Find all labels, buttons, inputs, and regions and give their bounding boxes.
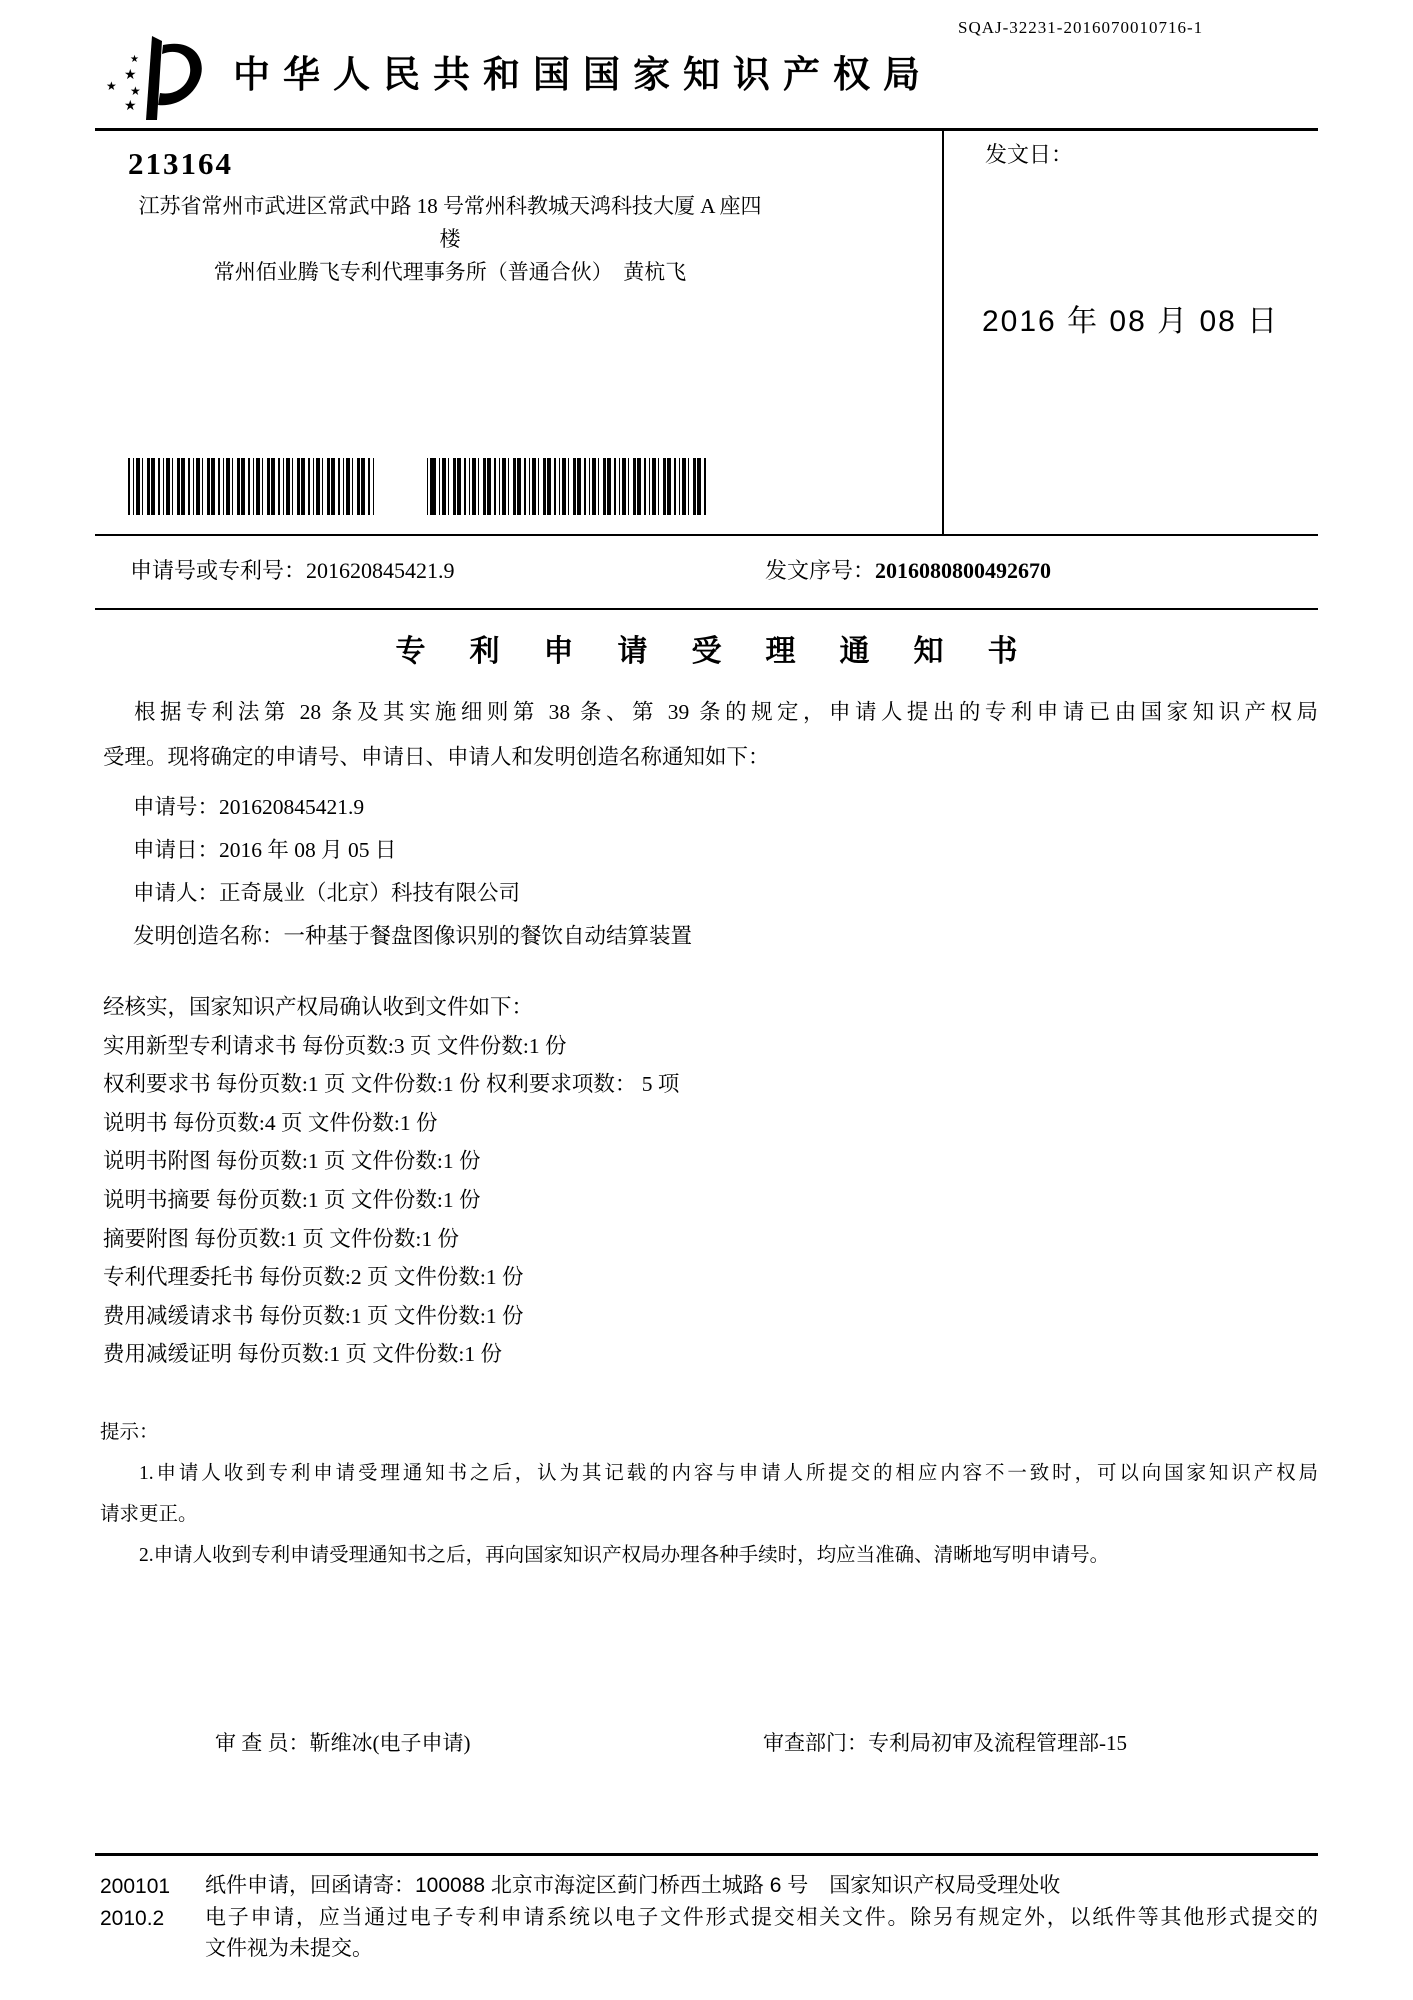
address-line: 江苏省常州市武进区常武中路 18 号常州科教城天鸿科技大厦 A 座四 bbox=[138, 194, 762, 218]
intro-line: 受理。现将确定的申请号、申请日、申请人和发明创造名称通知如下： bbox=[103, 745, 770, 769]
tip-line: 请求更正。 bbox=[100, 1504, 198, 1525]
intro-paragraph bbox=[103, 690, 1318, 780]
svg-text:★: ★ bbox=[106, 79, 117, 93]
tip-line: 2.申请人收到专利申请受理通知书之后，再向国家知识产权局办理各种手续时，均应当准确、清晰地写明申请号。 bbox=[139, 1545, 1110, 1566]
logo-stars bbox=[106, 54, 141, 114]
svg-text:★: ★ bbox=[124, 98, 137, 114]
issue-date-label: 发文日： bbox=[985, 142, 1074, 167]
footer-form-code: 2010.2 bbox=[100, 1907, 165, 1930]
received-file-line: 权利要求书 每份页数:1 页 文件份数:1 份 权利要求项数： 5 项 bbox=[103, 1072, 680, 1097]
postal-code: 213164 bbox=[128, 146, 233, 181]
detail-line-application-number: 申请号：201620845421.9 bbox=[133, 795, 365, 819]
barcode-serial bbox=[425, 458, 707, 515]
received-file-line: 费用减缓证明 每份页数:1 页 文件份数:1 份 bbox=[103, 1342, 502, 1367]
application-details bbox=[133, 786, 692, 958]
footer-notes bbox=[100, 1870, 1318, 1964]
document-code: SQAJ-32231-2016070010716-1 bbox=[958, 18, 1204, 37]
received-file-line: 说明书附图 每份页数:1 页 文件份数:1 份 bbox=[103, 1149, 481, 1174]
examiner bbox=[215, 1727, 471, 1757]
footer-note bbox=[205, 1902, 1318, 1964]
footer-divider bbox=[95, 1853, 1318, 1856]
address-box-divider bbox=[942, 128, 944, 536]
examiner-name: 靳维冰(电子申请) bbox=[309, 1731, 471, 1755]
header-divider bbox=[95, 128, 1318, 131]
received-file-line: 费用减缓请求书 每份页数:1 页 文件份数:1 份 bbox=[103, 1303, 524, 1328]
authority-title: 中华人民共和国国家知识产权局 bbox=[233, 55, 933, 96]
examiner-label: 审 查 员： bbox=[215, 1731, 310, 1755]
received-file-line: 专利代理委托书 每份页数:2 页 文件份数:1 份 bbox=[103, 1265, 524, 1290]
intro-line: 根据专利法第 28 条及其实施细则第 38 条、第 39 条的规定，申请人提出的专利申请已由国家知识产权局 bbox=[134, 700, 1318, 724]
tips-heading: 提示： bbox=[100, 1422, 159, 1443]
svg-text:★: ★ bbox=[130, 54, 139, 65]
footer-note-line: 电子申请，应当通过电子专利申请系统以电子文件形式提交相关文件。除另有规定外，以纸件等其他形式提交的 bbox=[205, 1906, 1318, 1929]
footer-note-line: 文件视为未提交。 bbox=[205, 1937, 373, 1960]
received-file-line: 说明书 每份页数:4 页 文件份数:1 份 bbox=[103, 1110, 438, 1135]
received-file-line: 摘要附图 每份页数:1 页 文件份数:1 份 bbox=[103, 1226, 459, 1251]
received-file-line: 说明书摘要 每份页数:1 页 文件份数:1 份 bbox=[103, 1187, 481, 1212]
received-file-line: 实用新型专利请求书 每份页数:3 页 文件份数:1 份 bbox=[103, 1033, 567, 1058]
received-files-section bbox=[103, 988, 679, 1374]
application-number-label: 申请号或专利号： bbox=[130, 558, 307, 583]
tip-line: 1.申请人收到专利申请受理通知书之后，认为其记载的内容与申请人所提交的相应内容不一致时，可以向国家知识产权局 bbox=[139, 1463, 1318, 1484]
footer-note bbox=[205, 1870, 1318, 1902]
received-files-heading: 经核实，国家知识产权局确认收到文件如下： bbox=[103, 995, 534, 1019]
barcode-application bbox=[128, 458, 375, 515]
serial-number bbox=[765, 554, 1051, 585]
logo-p-mark bbox=[146, 36, 202, 120]
examining-department bbox=[763, 1727, 1127, 1757]
footer-note-line: 纸件申请，回函请寄：100088 北京市海淀区蓟门桥西土城路 6 号 国家知识产权局受理处收 bbox=[205, 1874, 1061, 1897]
tips-section bbox=[100, 1412, 1318, 1576]
addressee-block bbox=[105, 190, 795, 289]
recipient-line: 常州佰业腾飞专利代理事务所（普通合伙） 黄杭飞 bbox=[213, 260, 687, 284]
svg-text:★: ★ bbox=[130, 84, 141, 98]
application-number bbox=[130, 554, 455, 585]
issue-date-stamp: 2016 年 08 月 08 日 bbox=[982, 305, 1280, 338]
footer-form-code: 200101 bbox=[100, 1875, 171, 1898]
sipo-logo-icon bbox=[100, 34, 206, 122]
department-label: 审查部门： bbox=[763, 1731, 868, 1755]
detail-line-invention-title: 发明创造名称：一种基于餐盘图像识别的餐饮自动结算装置 bbox=[133, 924, 693, 948]
department-name: 专利局初审及流程管理部-15 bbox=[868, 1731, 1127, 1755]
notice-title: 专利申请受理通知书 bbox=[395, 635, 1062, 668]
serial-number-value: 2016080800492670 bbox=[875, 558, 1052, 583]
svg-text:★: ★ bbox=[124, 67, 137, 83]
divider bbox=[95, 534, 1318, 536]
application-number-value: 201620845421.9 bbox=[306, 558, 455, 583]
address-line: 楼 bbox=[439, 227, 461, 251]
detail-line-filing-date: 申请日：2016 年 08 月 05 日 bbox=[133, 838, 397, 862]
detail-line-applicant: 申请人：正奇晟业（北京）科技有限公司 bbox=[133, 881, 521, 905]
serial-number-label: 发文序号： bbox=[765, 558, 876, 583]
divider bbox=[95, 608, 1318, 610]
